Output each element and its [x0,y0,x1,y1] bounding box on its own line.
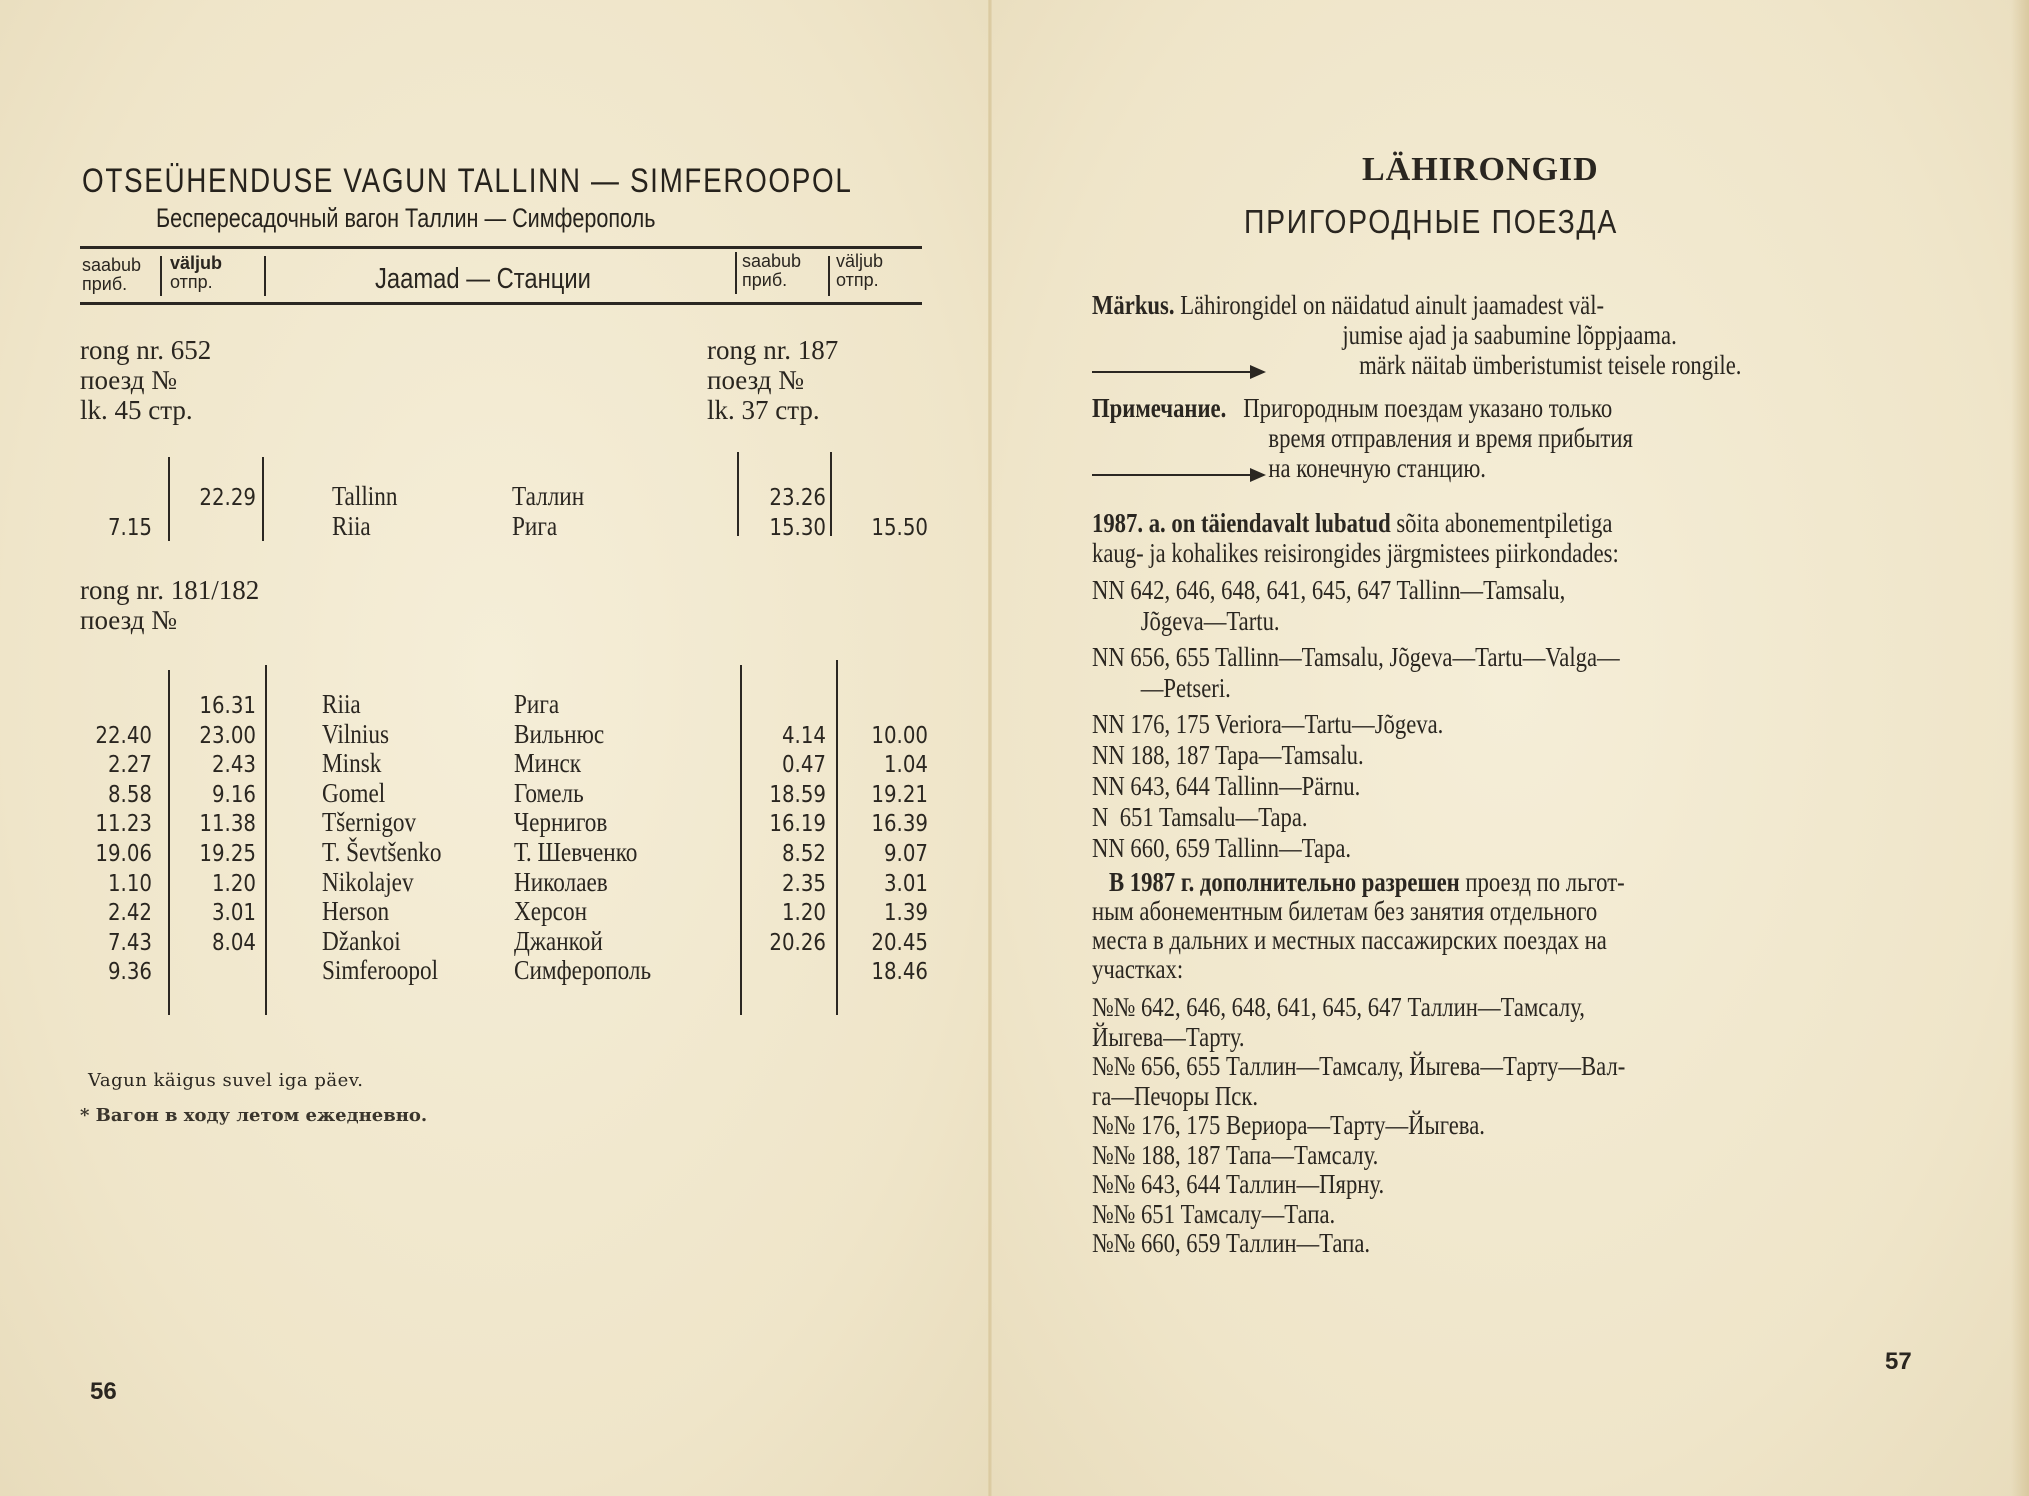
arrival-time-return: 23.26 [769,485,826,511]
note-et [1092,290,1741,380]
note-line: jumise ajad ja saabumine lõppjaama. [1342,320,1677,350]
arrival-time-outbound: 1.10 [107,870,152,897]
departure-time-return: 16.39 [871,811,928,838]
header-arrive-ru: приб. [82,274,128,294]
intro-bold: В 1987 г. дополнительно разрешен [1109,867,1460,897]
header-depart-et: väljub [170,253,223,273]
departure-time-return: 18.46 [871,959,928,986]
departure-time-return: 20.45 [871,929,928,956]
route-list-item [1092,1052,1625,1111]
station-name-ru: Гомель [514,777,584,808]
route-list-item [1092,802,1620,833]
page-title-ru: ПРИГОРОДНЫЕ ПОЕЗДА [1244,203,1619,240]
route-list-item [1092,740,1620,771]
train-number-ru: поезд № [80,365,178,395]
route-list-item [1092,1111,1625,1141]
header-arrive-et: saabub [82,255,142,275]
departure-time-outbound: 9.16 [211,781,256,808]
header-arrive-left [82,256,141,294]
departure-time-outbound: 16.31 [199,693,256,719]
header-arrive-et: saabub [742,251,802,271]
departure-time-return: 19.21 [871,781,928,808]
route-line-continued: га—Печоры Пск. [1092,1080,1259,1111]
transfer-arrow-icon [1092,371,1264,373]
arrival-time-outbound: 8.58 [107,781,152,808]
departure-time-outbound: 8.04 [211,929,256,956]
arrival-time-return: 4.14 [781,722,826,749]
station-name-ru: Чернигов [514,807,608,838]
route-list-item [1092,1170,1625,1200]
column-divider [168,670,170,1015]
route-line: №№ 176, 175 Вериора—Тарту—Йыгева. [1092,1110,1485,1140]
station-name-ru: Минск [514,748,582,779]
route-line: №№ 651 Тамсалу—Тапа. [1092,1198,1336,1229]
departure-time-return: 10.00 [871,722,928,749]
arrival-time-return: 18.59 [769,781,826,808]
station-name-ru: Джанкой [514,925,603,956]
header-depart-et: väljub [836,251,884,271]
train-187-label [707,335,838,425]
column-divider [830,452,832,536]
intro-text: проезд по льгот- [1459,867,1625,897]
station-name-et: Vilnius [322,718,389,749]
departure-time-outbound: 3.01 [211,900,256,927]
note-label: Примечание. [1092,393,1227,423]
arrival-time-outbound: 7.43 [107,929,152,956]
station-name-et: Gomel [322,777,386,808]
route-line-continued: Йыгева—Тарту. [1092,1021,1245,1052]
page-number-left: 56 [90,1378,117,1405]
note-label: Märkus. [1092,290,1175,320]
arrival-time-outbound: 2.27 [107,752,152,779]
train-number: rong nr. 652 [80,335,212,365]
route-line: N 651 Tamsalu—Tapa. [1092,802,1308,832]
route-line: №№ 660, 659 Таллин—Тапа. [1092,1228,1371,1258]
route-list-item [1092,1141,1625,1171]
train-number: rong nr. 187 [707,335,839,365]
departure-time-return: 9.07 [883,841,928,867]
note-line: Lähirongidel on näidatud ainult jaamadest väl- [1180,290,1605,320]
route-line: №№ 656, 655 Таллин—Тамсалу, Йыгева—Тарту—Вал- [1092,1051,1626,1081]
arrival-time-outbound: 2.42 [107,900,152,927]
station-name-et: Tšernigov [322,807,417,838]
page-edge-shadow [2011,0,2029,1496]
ru-route-list [1092,993,1625,1259]
page-title-et: LÄHIRONGID [1362,151,1599,188]
departure-time-outbound: 19.25 [199,841,256,867]
departure-time-outbound: 11.38 [199,811,256,838]
route-line: NN 656, 655 Tallinn—Tamsalu, Jõgeva—Tartu—Valga— [1092,642,1620,672]
route-list-item [1092,1200,1625,1230]
column-divider [740,665,742,1015]
route-line: NN 642, 646, 648, 641, 645, 647 Tallinn—Tamsalu, [1092,575,1566,605]
station-name-ru: Херсон [514,896,588,927]
header-arrive-right [742,252,801,290]
table-header-bottom-rule [80,302,922,305]
arrival-time-return: 1.20 [781,900,826,927]
et-intro [1092,508,1619,568]
page-title-et: OTSEÜHENDUSE VAGUN TALLINN — SIMFEROOPOL [82,162,853,200]
station-name-et: Nikolajev [322,866,414,897]
station-name-et: Minsk [322,748,382,779]
transfer-arrow-icon [1092,474,1264,476]
header-divider [735,252,737,294]
ru-intro [1092,868,1625,984]
note-line: время отправления и время прибытия [1268,423,1633,453]
header-divider [828,256,830,296]
route-list-item [1092,1229,1625,1259]
note-line: märk näitab ümberistumist teisele rongile. [1359,350,1742,380]
train-181-label [80,575,259,635]
station-name-ru: Рига [512,511,558,541]
column-divider [836,660,838,1015]
station-name-et: Simferoopol [322,955,439,986]
book-spine [988,0,992,1496]
arrival-time-outbound: 11.23 [95,811,152,838]
route-line: №№ 643, 644 Таллин—Пярну. [1092,1169,1385,1199]
station-name-et: Herson [322,896,390,927]
intro-text: sõita abonementpiletiga [1390,508,1613,538]
station-name-ru: Николаев [514,866,608,897]
arrival-time-return: 0.47 [781,752,826,779]
note-line: Пригородным поездам указано только [1243,393,1613,423]
train-number-ru: поезд № [80,605,178,635]
departure-time-return: 3.01 [883,870,928,897]
intro-bold: 1987. a. on täiendavalt lubatud [1092,508,1391,538]
arrival-time-outbound: 19.06 [95,841,152,867]
station-name-ru: Рига [514,689,560,719]
arrival-time-outbound: 9.36 [107,959,152,986]
route-line: NN 660, 659 Tallinn—Tapa. [1092,833,1352,863]
route-list-item [1092,833,1620,864]
train-page-ref: lk. 37 стр. [707,395,820,425]
page-subtitle-ru: Беспересадочный вагон Таллин — Симферополь [156,203,656,233]
header-divider [264,256,266,296]
intro-text: места в дальних и местных пассажирских поездах на [1092,925,1607,955]
arrival-time-return: 15.30 [769,515,826,541]
route-line-continued: Jõgeva—Tartu. [1140,606,1280,636]
note-ru [1092,393,1633,483]
train-number: rong nr. 181/182 [80,575,260,605]
header-depart-left [170,254,222,292]
arrival-time-return: 2.35 [781,870,826,897]
page-number-right: 57 [1885,1348,1912,1375]
station-name-et: Džankoi [322,925,401,956]
table-header-top-rule [80,246,922,249]
station-name-et: Tallinn [332,481,398,511]
station-name-ru: Таллин [512,481,585,511]
station-name-et: T. Ševtšenko [322,837,442,867]
route-line: NN 643, 644 Tallinn—Pärnu. [1092,771,1361,801]
route-list-item [1092,575,1620,637]
route-list-item [1092,642,1620,704]
departure-time-return: 1.04 [883,752,928,779]
note-line: на конечную станцию. [1268,453,1486,483]
station-name-et: Riia [322,689,361,719]
station-name-ru: Вильнюс [514,718,605,749]
column-divider [737,452,739,536]
departure-time-outbound: 23.00 [199,722,256,749]
footnote-et: Vagun käigus suvel iga päev. [88,1070,364,1091]
route-line: NN 176, 175 Veriora—Tartu—Jõgeva. [1092,709,1444,739]
route-list-item [1092,993,1625,1052]
departure-time-outbound: 22.29 [199,485,256,511]
station-name-ru: Симферополь [514,955,652,986]
header-stations: Jaamad — Станции [375,263,591,295]
train-page-ref: lk. 45 стр. [80,395,193,425]
route-line: NN 188, 187 Tapa—Tamsalu. [1092,740,1364,770]
train-652-label [80,335,211,425]
route-list-item [1092,709,1620,740]
intro-text: участках: [1092,954,1184,984]
column-divider [265,665,267,1015]
departure-time-outbound: 1.20 [211,870,256,897]
train-number-ru: поезд № [707,365,805,395]
footnote-ru: * Вагон в ходу летом ежедневно. [80,1105,428,1126]
route-list-item [1092,771,1620,802]
et-route-list [1092,575,1620,864]
arrival-time-outbound: 22.40 [95,722,152,749]
arrival-time-return: 20.26 [769,929,826,956]
column-divider [168,457,170,541]
station-name-et: Riia [332,511,371,541]
route-line: №№ 642, 646, 648, 641, 645, 647 Таллин—Тамсалу, [1092,992,1585,1022]
intro-text: ным абонементным билетам без занятия отдельного [1092,896,1598,926]
departure-time-return: 1.39 [883,900,928,927]
column-divider [262,457,264,541]
station-name-ru: Т. Шевченко [514,837,638,867]
header-arrive-ru: приб. [742,270,788,290]
arrival-time-return: 8.52 [781,841,826,867]
header-depart-ru: отпр. [836,270,879,290]
header-depart-ru: отпр. [170,272,213,292]
intro-text: kaug- ja kohalikes reisirongides järgmistees piirkondades: [1092,538,1619,568]
header-divider [160,256,162,296]
departure-time-return: 15.50 [871,515,928,541]
arrival-time-return: 16.19 [769,811,826,838]
route-line: №№ 188, 187 Тапа—Тамсалу. [1092,1139,1379,1170]
departure-time-outbound: 2.43 [211,752,256,779]
arrival-time-outbound: 7.15 [107,515,152,541]
header-depart-right [836,252,883,290]
route-line-continued: —Petseri. [1140,673,1231,703]
